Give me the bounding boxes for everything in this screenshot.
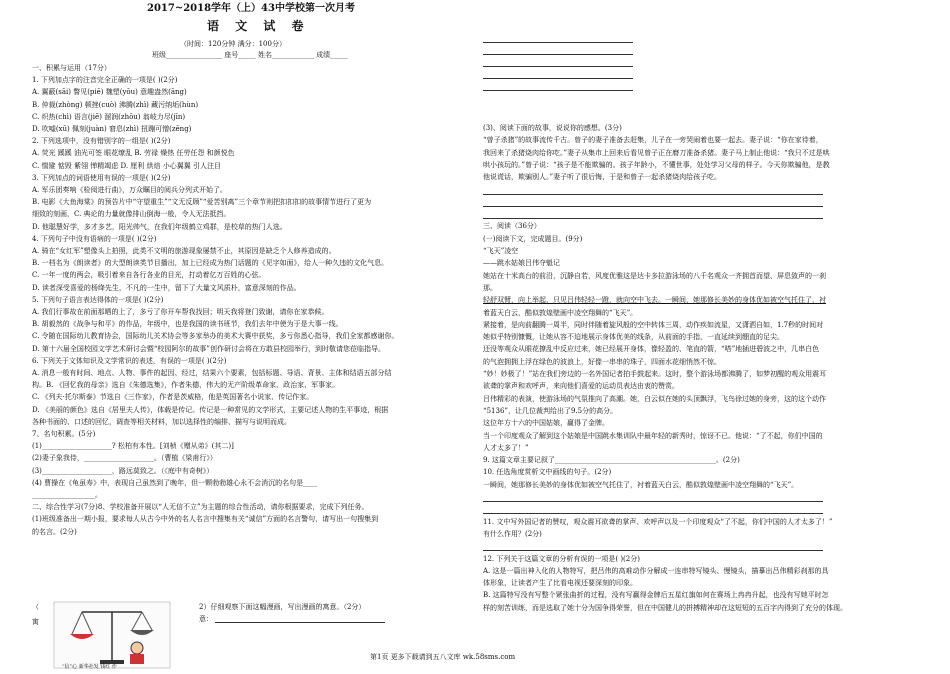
- page-footer: 第1页 更多下载请到五八文库 wk.58sms.com: [370, 653, 516, 661]
- cartoon-answer-label: 意：: [199, 615, 213, 623]
- left-line: 5. 下列句子语言表达得体的一项是( )(2分): [32, 295, 164, 304]
- right-line: “妙！妙极了！”站在我们旁边的一名外国记者拍手鼓起来。这时，整个游泳场都沸腾了，如梦初醒的观众用震耳: [483, 370, 827, 378]
- left-line: A. 军乐团奏响《检阅进行曲》，万众瞩目的阅兵分列式开始了。: [32, 186, 228, 194]
- answer-blank-line[interactable]: [483, 82, 633, 91]
- right-line: 她站在十米高台的前沿，沉静自若，风度优雅这是达卡多拉游泳场的八千名观众一齐拥首而望、屏息敛声的一刹: [483, 271, 826, 280]
- left-line: 二、综合性学习(7分)8、学校准备开展以“人无信不立”为主题的综合性活动，请你根据要求，完成下列任务。: [32, 503, 369, 512]
- answer-line[interactable]: [483, 210, 823, 219]
- left-line: A. 我们行事故在前面那晒的上了，多亏了你开车帮我找回；明天我将登门致谢，请你在家恭候。: [32, 308, 329, 316]
- answer-blank-line[interactable]: [483, 58, 633, 67]
- left-line: A. 翼蔽(sāi) 瞥见(piē) 魏塑(yōu) 意趣盎然(āng): [32, 88, 187, 97]
- answer-line[interactable]: [483, 542, 823, 551]
- right-line: 欲聋的掌声和欢呼声，来向他们喜爱的运动员表达由衷的赞赏。: [483, 382, 679, 391]
- cartoon-label: 寓: [32, 618, 39, 626]
- left-line: 构。B. 《回忆我的母亲》选自《朱德选集》，作者朱德，伟大的无产阶级革命家、政治家、军事家。: [32, 381, 340, 390]
- left-line: A. 消息一般有时间、地点、人物、事件的起因、经过，结果六个要素，包括标题、导语、背景、主体和结语五部分结: [32, 369, 392, 377]
- right-line: 10. 任选角度赏析文中画线的句子。(2分): [483, 468, 612, 477]
- left-line: D. 他聪慧好学，多才多艺，阳光帅气，在我们年级鹤立鸡群，是校草的热门人选。: [32, 222, 287, 231]
- left-line: 4. 下列句子中没有语病的一项是( )(2分): [32, 234, 157, 243]
- right-line: 11. 文中写外国记者的赞叹，观众震耳欲聋的掌声、欢呼声以及一个印度观众“了不起，你们中国的人才太多了！”: [483, 517, 833, 526]
- right-line: 着蓝天白云，酷似敦煌壁画中凌空翔舞的“飞天”。: [483, 308, 638, 317]
- exam-subtitle: 语 文 试 卷: [207, 19, 310, 33]
- right-line: 这位年方十六的中国姑娘，赢得了金牌。: [483, 419, 609, 428]
- left-line: 一、积累与运用（17分）: [32, 64, 111, 72]
- left-line: 1. 下列加点字的注音完全正确的一项是( )(2分): [32, 76, 178, 85]
- left-line: C. 惴避 惦毁 紫翎 惮精竭虑 D. 厘利 烘焙 小心翼翼 引人注目: [32, 161, 221, 170]
- left-line: A. 荧光 蹊蹊 油光可签 眼花缭乱 B. 劳禄 燥热 任劳任怨 和颜悦色: [32, 149, 235, 158]
- right-line: 他说谎话，欺骗别人。”妻子听了很后悔，于是和曾子一起杀猪烧肉给孩子吃。: [483, 173, 722, 182]
- right-line: 轻舒双臂，向上举起，只见吕伟轻轻一蹬，就向空中飞去。一瞬间，她那修长美妙的身体优如被空气托住了，衬: [483, 296, 826, 305]
- left-line: C. 炽热(chì) 语言(jiē) 溜润(zhōu) 翁岐力尽(jīn): [32, 112, 186, 121]
- left-line: B. 胡毅然的《战争与和平》的作品，年级中，也是我国的读书班节，我们去年中使为于是大事一线。: [32, 320, 343, 329]
- right-line: “5136”，让几位裁判给出了9.5分的高分。: [483, 406, 618, 415]
- left-line: D. 吹嘘(xū) 佩刻(juàn) 窘息(zhì) 扭蹦可憎(zēng): [32, 125, 192, 133]
- left-line: 各种书面的、口述的回忆，调查等相关材料，加以选择性的编排、描写与说明而成。: [32, 417, 291, 426]
- student-info: 班级________________ 座号_____ 姓名____________ 成绩_____: [152, 51, 348, 59]
- right-line: 哄小孩玩的。”曾子说：“孩子是不能欺骗的。孩子年龄小，不懂世事，处处学习父母的样子。今天你欺骗他，是教: [483, 160, 830, 169]
- right-line: 12. 下列关于这篇文章的分析有误的一项是( )(2分): [483, 554, 640, 563]
- right-line: 有什么作用？(2分): [483, 529, 542, 538]
- left-line: (4) 曹操在《龟虽寿》中，表现自己虽然到了晚年，但一颗勃勃雄心永不会消沉的名句是____: [32, 478, 318, 487]
- left-line: B. 仲裁(zhòng) 顿挫(cuò) 沸腾(zhì) 藏污纳垢(hùn): [32, 100, 199, 109]
- right-line: 一瞬间，她那修长美妙的身体优如被空气托住了，衬着蓝天白云，酷似敦煌壁画中凌空翔舞的“飞天”。: [483, 480, 799, 489]
- answer-line[interactable]: [483, 186, 823, 195]
- left-line: D. 《美丽的颜色》选自《居里夫人传》，体载是传记。传记是一种常见的文学形式，主要记述人物的生平事迹，根据: [32, 405, 389, 414]
- left-line: (2)妻子象我侍，____________________。（曹植《梁甫行》）: [32, 454, 217, 463]
- left-line: 细致的刻画，C. 典论的力量就像排山倒海一般，令人无法抵挡。: [32, 210, 231, 219]
- right-line: 人才太多了！”: [483, 443, 529, 452]
- right-line: (3)、阅读下面的故事，说说你的感想。(3分): [483, 124, 622, 132]
- left-line: __________________。: [32, 491, 102, 499]
- answer-blank-line[interactable]: [483, 46, 633, 55]
- cartoon-caption: “信”心 新华社发 钱红 作: [62, 664, 117, 670]
- right-line: 紧接着，是向前翻腾一周半，同时伴随着旋风般的空中转体三周，动作疾如流星，又潇洒自如，1.7秒的时间对: [483, 320, 824, 329]
- left-line: 3. 下列加点的词语使用有误的一项是( )(2分): [32, 173, 171, 182]
- right-line: 吕伟精彩的表演，使游泳场的气氛推向了高潮。她，白云似在她的头顶飘浮，飞鸟徐过她的身旁，这的这个动作: [483, 394, 826, 403]
- cartoon-image: [42, 600, 182, 670]
- right-line: 9. 这篇文章主要记叙了______________________________________________。(2分): [483, 456, 740, 465]
- right-line: 三、阅读（36分）: [483, 222, 541, 231]
- left-line: C. 一年一度的两会，吸引着来自各行各业的目光，打动着亿万百姓的心弦。: [32, 271, 266, 280]
- left-line: 2. 下列选项中，没有错别字的一组是( )(2分): [32, 137, 171, 146]
- left-line: B. 电影《大鱼海棠》的预告片中“守望重生”“文无反顾”“爱苦别离”三个章节则把扣扣扣的故事情节进行了更为: [32, 198, 372, 207]
- right-line: “曾子杀猪”的故事流传千古。曾子的妻子准备去赶集，儿子在一旁哭闹着也要一起去。妻子说：“你在家待着，: [483, 136, 823, 145]
- answer-line[interactable]: [483, 493, 823, 502]
- left-line: C. 令随在国际幼儿教育协会，国际幼儿关术协会等多家举办的美术大赛中获奖，多亏你悉心指导，我们全家都感谢你。: [32, 332, 399, 341]
- cartoon-answer-line[interactable]: [215, 614, 385, 623]
- right-line: ——跳水姑娘吕伟夺魁记: [483, 259, 560, 268]
- cartoon-question: 2）仔细观察下面这幅漫画，写出漫画的寓意。（2分）: [199, 603, 366, 611]
- left-line: (1)班级准备出一期小报，要求每人从古今中外的名人名言中搜集有关“诚信”方面的名言警句，请写出一句搜集到: [32, 515, 379, 524]
- right-line: (一)阅读下文，完成题目。(9分): [483, 234, 583, 243]
- right-line: 我回来了杀猪烧肉给你吃。”妻子从集市上回来后看见曾子正在磨刀准备杀猪。妻子马上制止他说：“我只不过是哄: [483, 148, 830, 157]
- left-line: A. 骑在“女红军”塑像头上拍照，此类不文明的旅游现象屡禁不止，其原因是缺乏个人修养造成的。: [32, 247, 336, 255]
- answer-line[interactable]: [483, 505, 823, 514]
- answer-line[interactable]: [483, 198, 823, 207]
- exam-time: （时间：120分钟 满分：100分）: [180, 40, 286, 48]
- right-line: 还没等观众从眼花撩乱中反应过来，她已经展开身体，像轻盈的、笔直的箭，“嗒”地插进碧波之中，几串白色: [483, 345, 820, 354]
- right-line: “飞天”凌空: [483, 247, 519, 255]
- left-line: D. 第十六届全国校园文学艺术研讨会暨“校园阿尔的故事”创作研讨会将在方敢县校园举行，到时敬请您莅临指导。: [32, 344, 385, 353]
- left-line: B. 一档名为《朗读者》的大型朗读类节目播出，加上已经成为热门话题的《见字如面》，给人一种久违的文化气息。: [32, 259, 389, 268]
- left-line: D. 读者深受喜爱的杨绛先生，不凡的一生中，留下了大量文风质朴，富意深刻的作品。: [32, 283, 301, 292]
- right-line: 她似乎特别慷慨，让她从容不迫地展示身体优美的线条，从前面的手指，一直延续到绷直的足尖。: [483, 333, 784, 342]
- answer-blank-line[interactable]: [483, 70, 633, 79]
- left-line: (3)____________________，路远莫致之。（《庭中有奇树》）: [32, 466, 214, 475]
- right-line: 那。: [483, 283, 497, 292]
- left-line: C. 《列夫·托尔斯泰》节选自《三作家》，作者是茨威格，他是英国著名小说家、传记作家。: [32, 393, 314, 402]
- cartoon-paren: （: [32, 603, 39, 611]
- right-line: A. 这是一篇出神入化的人物特写，把吕伟的高难动作分解成一连串特写镜头、慢镜头，描摹出吕伟精彩刹那的具: [483, 566, 829, 575]
- exam-title: 2017~2018学年（上）43中学校第一次月考: [147, 3, 355, 14]
- answer-blank-line[interactable]: [483, 34, 633, 43]
- right-line: 样的刻苦训练，而是选取了她十分为国争得荣誉，但在中国健儿的拼搏精神却在这短短的五百字内得到了充分的体现。: [483, 603, 847, 612]
- left-line: (1)____________________? 松柏有本性。[刘桢《赠从弟》(其二)]: [32, 442, 234, 451]
- right-line: 当一个印度观众了解到这个姑娘是中国跳水集训队中最年轻的新秀时，惊讶不已。他说：“了不起，你们中国的: [483, 431, 823, 440]
- right-line: 体形象，让读者产生了比看电视还要深刻的印象。: [483, 579, 637, 588]
- right-line: B. 这篇特写没有写整个紧张曲折的过程，没有写赢得金牌后五星红旗如何在赛场上冉冉升起，也没有写她平时怎: [483, 591, 829, 600]
- left-line: 7、名句积累。(5分): [32, 430, 96, 438]
- left-line: 的名言。(2分): [32, 527, 77, 536]
- left-line: 6. 下列关于文体知识及文学常识的表述，有误的一项是( )(2分): [32, 356, 227, 365]
- right-line: 的气泡拥拥上浮在绿色的波浪上，好像一串串的珠子，四面水花细悄然不惊。: [483, 357, 721, 366]
